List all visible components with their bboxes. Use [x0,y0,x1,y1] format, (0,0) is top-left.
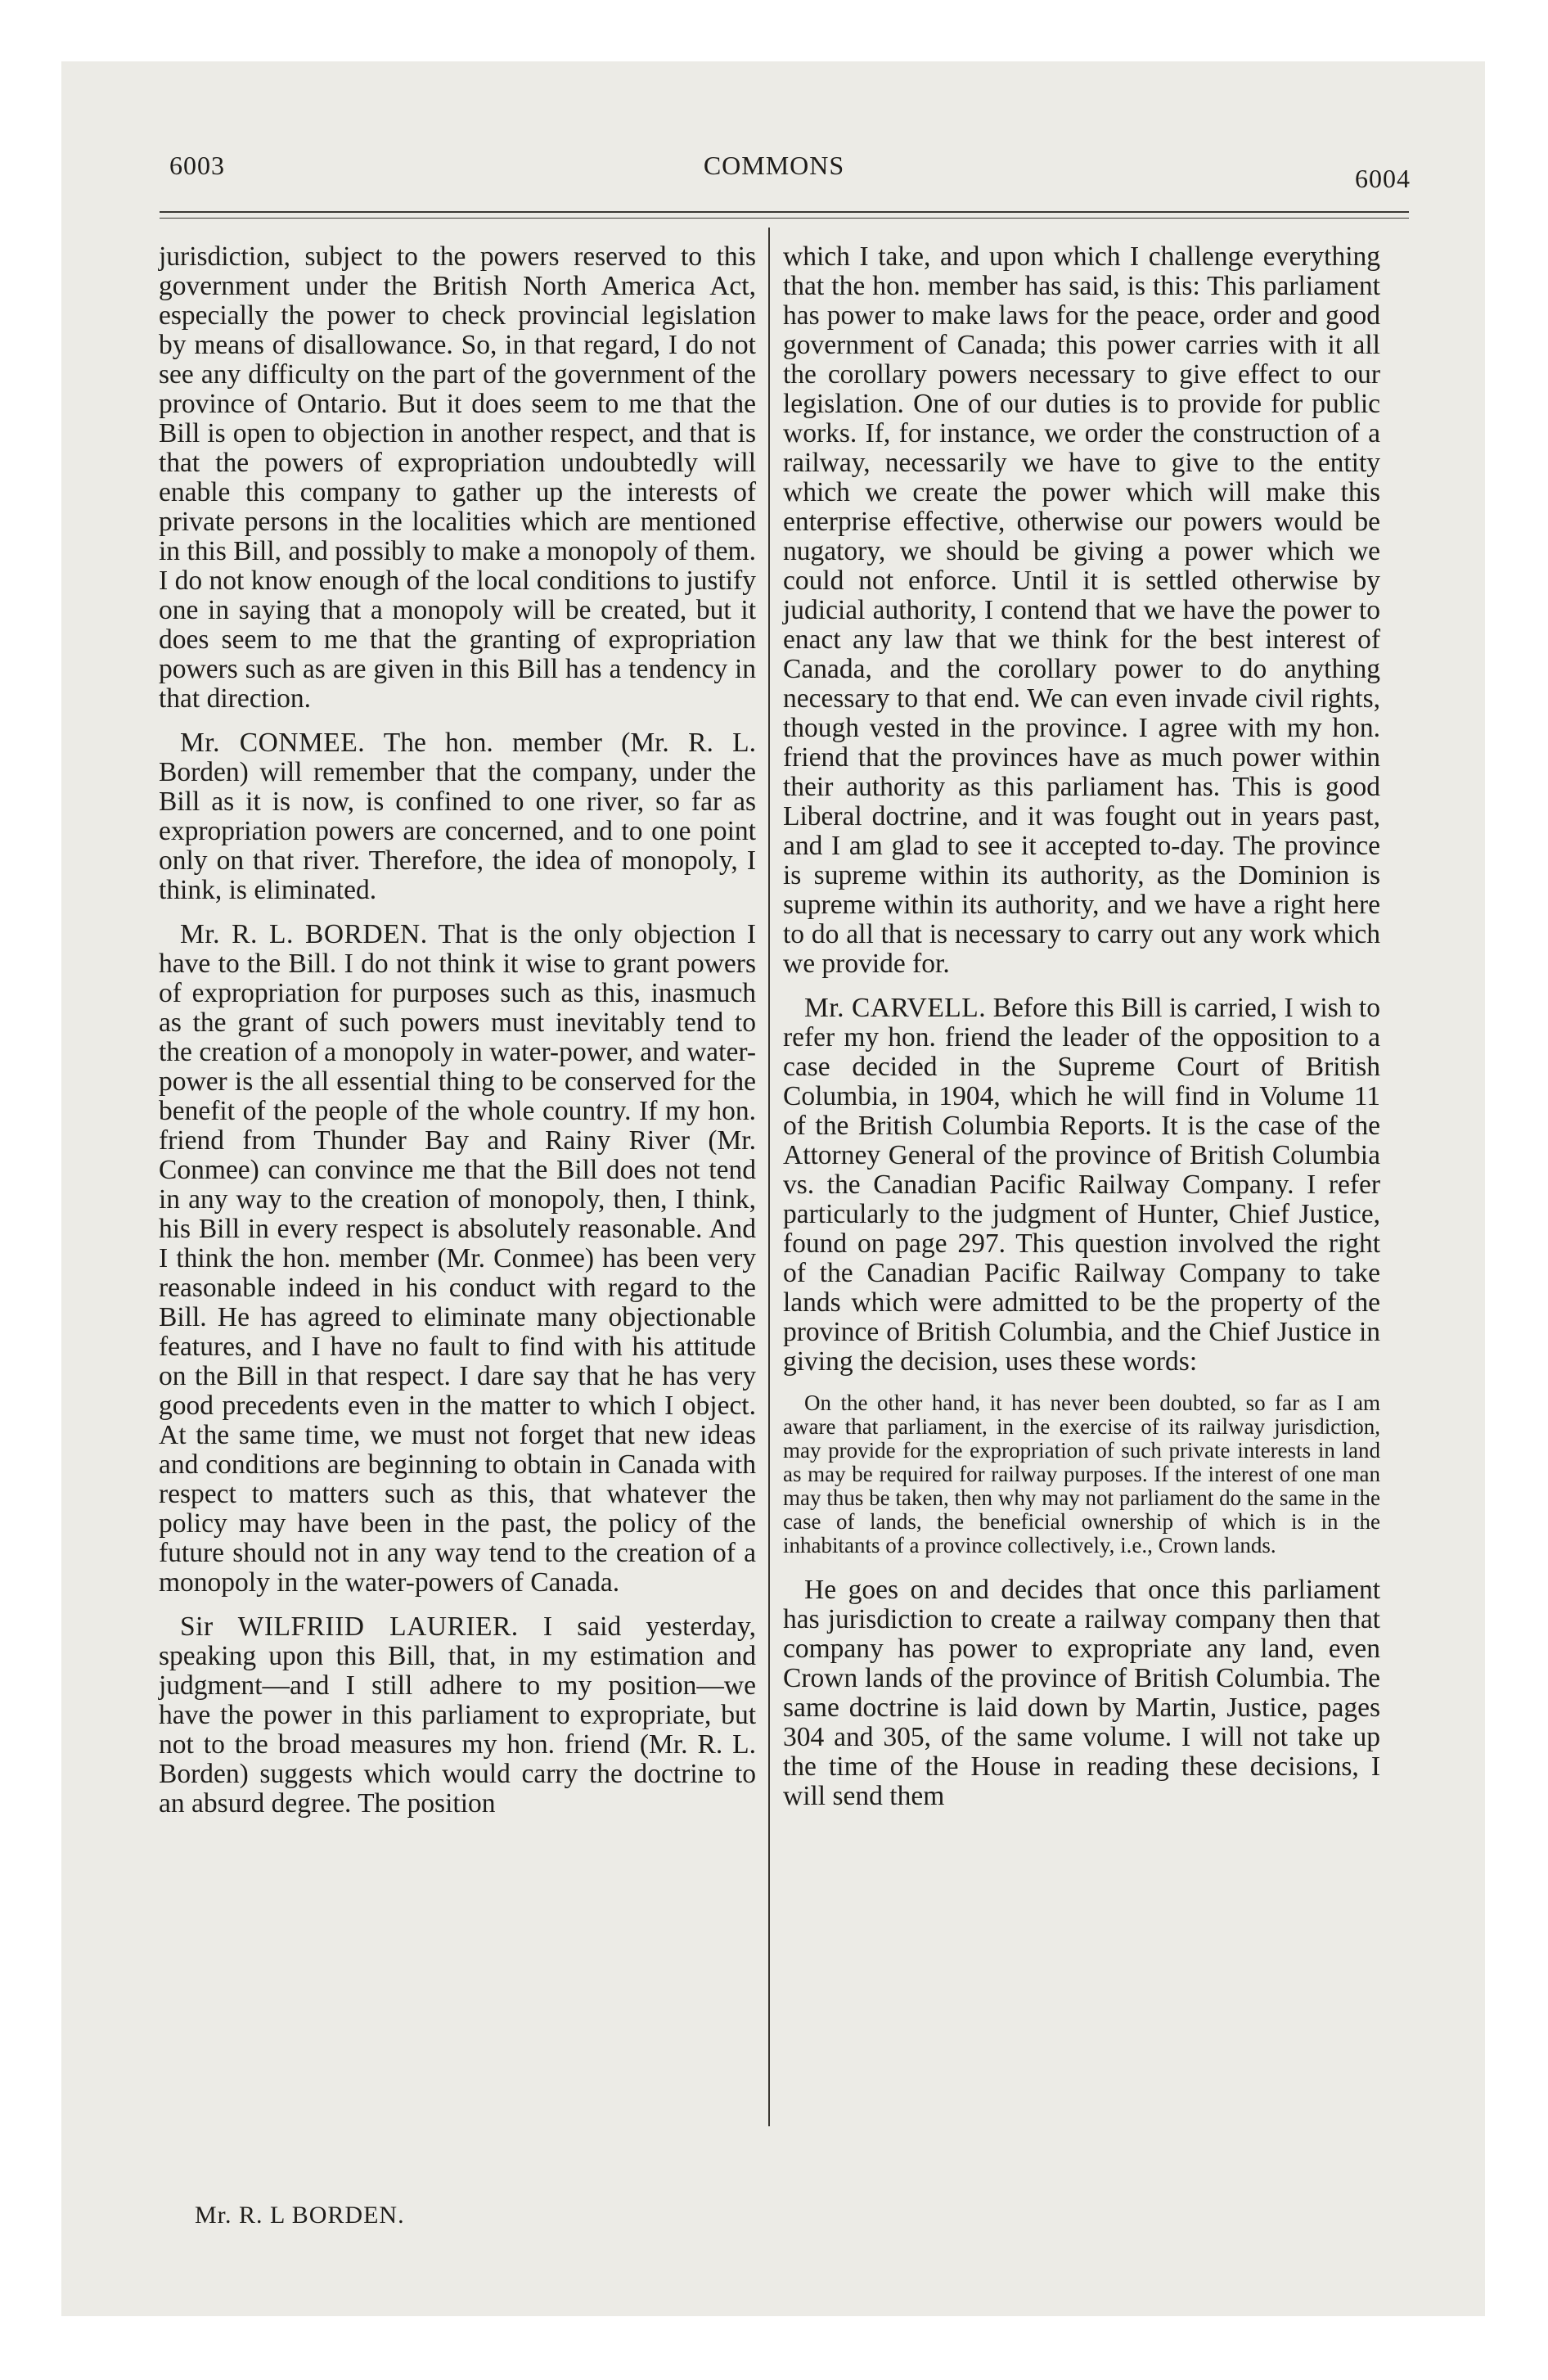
page-number-left: 6003 [169,151,225,180]
page-header [0,85,1548,193]
speaker-name: Mr. CONMEE. [180,728,366,758]
paragraph [159,920,756,1598]
column-divider [768,228,770,2126]
running-title: COMMONS [703,151,845,180]
paragraph-text: The hon. member (Mr. R. L. Borden) will remember that the company, under the Bill as it is now, is confined to one river, so far as expropriation powers are concerned, and to one point only on that river. Therefore, the idea of monopoly, I think, is eliminated. [159,728,756,905]
left-column [159,242,756,1833]
paragraph-text: That is the only objection I have to the Bill. I do not think it wise to grant powers of expropriation for purposes such as this, inasmuch as the grant of such powers must inevitably tend to the creation of a monopoly in water-power, and water-power is the all essential thing to be conserved for the benefit of the people of the whole country. If my hon. friend from Thunder Bay and Rainy River (Mr. Conmee) can convince me that the Bill does not tend in any way to the creation of monopoly, then, I think, his Bill in every respect is absolutely reasonable. And I think the hon. member (Mr. Conmee) has been very reasonable indeed in his conduct with regard to the Bill. He has agreed to eliminate many objectionable features, and I have no fault to find with his attitude on the Bill in that respect. I dare say that he has very good precedents even in the matter to which I object. At the same time, we must not forget that new ideas and conditions are beginning to obtain in Canada with respect to matters such as this, that whatever the policy may have been in the past, the policy of the future should not in any way tend to the creation of a monopoly in the water-powers of Canada. [159,919,756,1598]
paragraph-text: which I take, and upon which I challenge everything that the hon. member has said, is this: This parliament has power to make laws for the peace, order and good government of Canada; this power carries with it all the corollary powers necessary to give effect to our legislation. One of our duties is to provide for public works. If, for instance, we order the construction of a railway, necessarily we have to give to the entity which we create the power which will make this enterprise effective, otherwise our powers would be nugatory, we should be giving a power which we could not enforce. Until it is settled otherwise by judicial authority, I contend that we have the power to enact any law that we think for the best interest of Canada, and the corollary power to do anything necessary to that end. We can even invade civil rights, though vested in the province. I agree with my hon. friend that the provinces have as much power within their authority as this parliament has. This is good Liberal doctrine, and it was fought out in years past, and I am glad to see it accepted to-day. The province is supreme within its authority, as the Dominion is supreme within its authority, and we have a right here to do all that is necessary to carry out any work which we provide for. [783,241,1380,979]
header-rule [160,211,1409,213]
right-column [783,242,1380,1826]
paragraph [783,1575,1380,1811]
page-footer: Mr. R. L BORDEN. [195,2202,405,2229]
page-number-right: 6004 [1355,164,1411,193]
block-quote: On the other hand, it has never been doubted, so far as I am aware that parliament, in the exercise of its railway jurisdiction, may provide for the expropriation of such private interests in land as may be required for railway purposes. If the interest of one man may thus be taken, then why may not parliament do the same in the case of lands, the beneficial ownership of which is in the inhabitants of a province collectively, i.e., Crown lands. [783,1391,1380,1557]
speaker-name: Mr. CARVELL. [804,993,987,1023]
paragraph-text: I said yesterday, speaking upon this Bill, that, in my estimation and judgment—and I still adhere to my position—we have the power in this parliament to expropriate, but not to the broad measures my hon. friend (Mr. R. L. Borden) suggests which would carry the doctrine to an absurd degree. The position [159,1611,756,1819]
paragraph-text: Before this Bill is carried, I wish to refer my hon. friend the leader of the opposition to a case decided in the Supreme Court of British Columbia, in 1904, which he will find in Volume 11 of the British Columbia Reports. It is the case of the Attorney General of the province of British Columbia vs. the Canadian Pacific Railway Company. I refer particularly to the judgment of Hunter, Chief Justice, found on page 297. This question involved the right of the Canadian Pacific Railway Company to take lands which were admitted to be the property of the province of British Columbia, and the Chief Justice in giving the decision, uses these words: [783,993,1380,1377]
paragraph-text: jurisdiction, subject to the powers reserved to this government under the British North America Act, especially the power to check provincial legislation by means of disallowance. So, in that regard, I do not see any difficulty on the part of the government of the province of Ontario. But it does seem to me that the Bill is open to objection in another respect, and that is that the powers of expropriation undoubtedly will enable this company to gather up the interests of private persons in the localities which are mentioned in this Bill, and possibly to make a monopoly of them. I do not know enough of the local conditions to justify one in saying that a monopoly will be created, but it does seem to me that the granting of expropriation powers such as are given in this Bill has a tendency in that direction. [159,241,756,714]
speaker-name: Sir WILFRIID LAURIER. [180,1611,519,1642]
paragraph [159,728,756,905]
paragraph [159,242,756,714]
header-rule-thin [160,218,1409,219]
paragraph [783,242,1380,979]
paragraph [159,1612,756,1819]
paragraph-text: He goes on and decides that once this parliament has jurisdiction to create a railway company then that company has power to expropriate any land, even Crown lands of the province of British Columbia. The same doctrine is laid down by Martin, Justice, pages 304 and 305, of the same volume. I will not take up the time of the House in reading these decisions, I will send them [783,1575,1380,1811]
speaker-name: Mr. R. L. BORDEN. [180,919,428,949]
paragraph [783,994,1380,1377]
